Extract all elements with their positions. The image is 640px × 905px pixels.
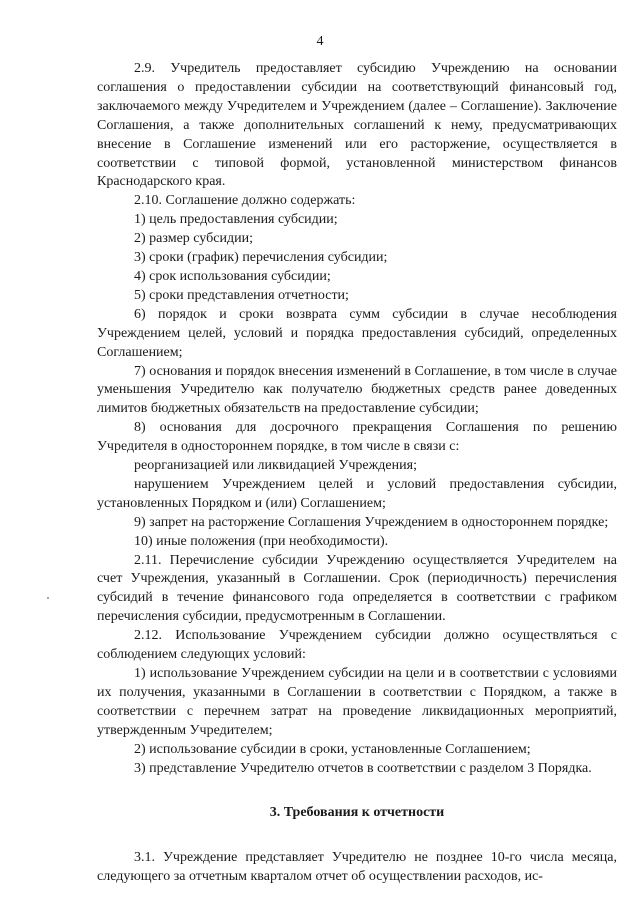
paragraph-2-11: 2.11. Перечисление субсидии Учреждению осуществляется Учредителем на счет Учреждения, указанный в Соглашении. Срок (периодичность) перечисления субсидий в течение финансового года определяется в соответствии с графиком перечисления субсидии, предусмотренным в Соглашении. [97, 552, 617, 625]
list-item: 1) использование Учреждением субсидии на цели и в соответствии с условиями их получения, указанными в Соглашении в соответствии с Порядком, а также в соответствии с перечнем затрат на проведение ликвидационных мероприятий, утвержденным Учредителем; [97, 666, 617, 738]
list-item: 4) срок использования субсидии; [134, 268, 331, 284]
list-item: реорганизацией или ликвидацией Учреждения; [134, 458, 417, 474]
paragraph-3-1: 3.1. Учреждение представляет Учредителю не позднее 10-го числа месяца, следующего за отчетным кварталом отчет об осуществлении расходов, ис- [97, 850, 617, 885]
list-item: 6) порядок и сроки возврата сумм субсидии в случае несоблюдения Учреждением целей, условий и порядка предоставления субсидий, определенных Соглашением; [97, 306, 617, 360]
list-item: 9) запрет на расторжение Соглашения Учреждением в одностороннем порядке; [134, 514, 609, 530]
list-item: нарушением Учреждением целей и условий предоставления субсидии, установленных Порядком и (или) Соглашением; [97, 476, 617, 511]
paragraph-2-9: 2.9. Учредитель предоставляет субсидию Учреждению на основании соглашения о предоставлении субсидии на соответствующий финансовый год, заключаемого между Учредителем и Учреждением (далее – Соглашение). Заключение Соглашения, а также дополнительных соглашений к нему, предусматривающих внесение в Соглашение изменений или его расторжение, осуществляется в соответствии с типовой формой, установленной министерством финансов Краснодарского края. [97, 61, 617, 190]
paragraph-2-10: 2.10. Соглашение должно содержать: [134, 193, 356, 209]
paragraph-2-12: 2.12. Использование Учреждением субсидии должно осуществляться с соблюдением следующих условий: [97, 628, 617, 663]
scan-speck [47, 597, 49, 599]
list-item: 3) представление Учредителю отчетов в соответствии с разделом 3 Порядка. [134, 760, 592, 776]
list-item: 10) иные положения (при необходимости). [134, 533, 389, 549]
page-number: 4 [316, 34, 324, 49]
list-item: 3) сроки (график) перечисления субсидии; [134, 250, 388, 266]
list-item: 2) использование субсидии в сроки, установленные Соглашением; [134, 741, 531, 757]
list-item: 2) размер субсидии; [134, 231, 253, 247]
list-item: 7) основания и порядок внесения изменений в Соглашение, в том числе в случае уменьшения Учредителю как получателю бюджетных средств ранее доведенных лимитов бюджетных обязательств на предоставление субсидии; [97, 363, 617, 417]
list-item: 5) сроки представления отчетности; [134, 287, 349, 303]
list-item: 1) цель предоставления субсидии; [134, 212, 338, 228]
list-item: 8) основания для досрочного прекращения Соглашения по решению Учредителя в одностороннем порядке, в том числе в связи с: [97, 420, 617, 455]
section-heading: 3. Требования к отчетности [269, 805, 445, 821]
document-body [97, 60, 617, 887]
